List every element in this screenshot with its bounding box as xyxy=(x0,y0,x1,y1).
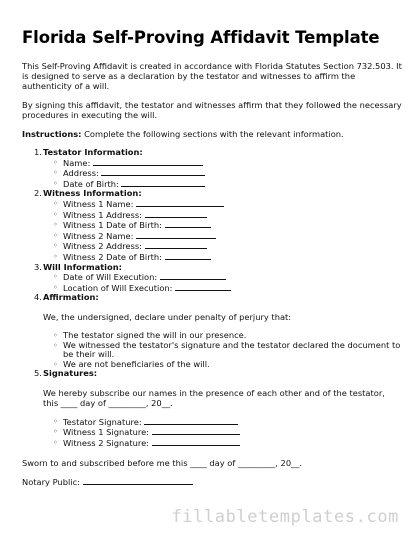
document-title: Florida Self-Proving Affidavit Template xyxy=(22,28,380,47)
blank-line[interactable] xyxy=(175,283,231,291)
instructions-label: Instructions: xyxy=(22,129,82,139)
field-label: Testator Signature: xyxy=(63,416,142,427)
field-label: Name: xyxy=(63,157,91,168)
section-title: Will Information: xyxy=(43,261,122,272)
field-label: Witness 2 Date of Birth: xyxy=(63,251,162,262)
intro-paragraph: This Self-Proving Affidavit is created in accordance with Florida Statutes Section 732.503. It is designed to serve as a declaration by the testator and witnesses to affirm the authenticity of a will. xyxy=(22,61,402,91)
section-title: Testator Information: xyxy=(43,147,143,157)
blank-line[interactable] xyxy=(160,272,226,280)
notary-signature-line[interactable] xyxy=(83,477,193,485)
instructions-text: Complete the following sections with the relevant information. xyxy=(81,129,344,139)
watermark: fillabletemplates.com xyxy=(171,507,399,527)
section-will xyxy=(34,263,402,294)
purpose-paragraph: By signing this affidavit, the testator and witnesses affirm that they followed the necessary procedures in executing the will. xyxy=(22,100,402,120)
affirmation-lead: We, the undersigned, declare under penalty of perjury that: xyxy=(43,311,292,322)
field-label: Location of Will Execution: xyxy=(63,282,173,293)
section-title: Signatures: xyxy=(43,368,98,379)
signature-line[interactable] xyxy=(152,438,240,446)
field-witness1-name[interactable] xyxy=(63,199,402,210)
field-testator-address[interactable] xyxy=(63,168,402,179)
signature-line[interactable] xyxy=(144,417,238,425)
field-witness1-signature[interactable] xyxy=(63,427,402,438)
sworn-line: Sworn to and subscribed before me this ____ day of _________, 20__. xyxy=(22,457,303,468)
field-label: Date of Will Execution: xyxy=(63,272,158,283)
section-number: 3. xyxy=(34,261,42,272)
signatures-lead-text: We hereby subscribe our names in the presence of each other and of the testator, xyxy=(43,387,385,398)
blank-line[interactable] xyxy=(121,179,205,187)
field-label: Witness 1 Address: xyxy=(63,209,142,220)
field-label: Witness 2 Address: xyxy=(63,241,142,252)
sections-list xyxy=(22,148,402,449)
blank-line[interactable] xyxy=(101,168,205,176)
section-testator xyxy=(34,148,402,189)
blank-line[interactable] xyxy=(136,231,216,239)
field-witness2-name[interactable] xyxy=(63,231,402,242)
field-testator-signature[interactable] xyxy=(63,417,402,428)
notary-field[interactable] xyxy=(22,477,402,487)
field-will-location[interactable] xyxy=(63,283,402,294)
field-witness1-address[interactable] xyxy=(63,210,402,221)
blank-line[interactable] xyxy=(165,220,211,228)
blank-line[interactable] xyxy=(145,241,207,249)
field-label: Witness 2 Name: xyxy=(63,230,134,241)
affirmation-item: ◦ We are not beneficiaries of the will. xyxy=(63,360,402,370)
affirmation-item: ◦ We witnessed the testator's signature and the testator declared the document to be their will. xyxy=(63,341,402,360)
notary-label: Notary Public: xyxy=(22,476,80,487)
blank-line[interactable] xyxy=(145,210,207,218)
field-label: Witness 1 Date of Birth: xyxy=(63,220,162,231)
section-number: 1. xyxy=(34,147,42,157)
field-witness2-signature[interactable] xyxy=(63,438,402,449)
section-number: 5. xyxy=(34,368,42,379)
section-number: 4. xyxy=(34,292,42,303)
instructions-paragraph xyxy=(22,129,402,139)
field-witness2-address[interactable] xyxy=(63,241,402,252)
section-title: Affirmation: xyxy=(43,292,99,303)
document-page xyxy=(22,28,402,487)
field-label: Witness 2 Signature: xyxy=(63,438,149,449)
signature-line[interactable] xyxy=(152,427,240,435)
field-label: Witness 1 Signature: xyxy=(63,427,149,438)
section-title: Witness Information: xyxy=(43,188,142,199)
field-will-date[interactable] xyxy=(63,272,402,283)
blank-line[interactable] xyxy=(136,199,224,207)
signatures-date-line: this ____ day of _________, 20__. xyxy=(43,397,173,408)
affirmation-item: ◦ The testator signed the will in our presence. xyxy=(63,331,402,341)
field-testator-name[interactable] xyxy=(63,158,402,169)
section-signatures xyxy=(34,369,402,448)
field-witness1-dob[interactable] xyxy=(63,220,402,231)
field-witness2-dob[interactable] xyxy=(63,252,402,263)
signatures-lead xyxy=(34,388,402,408)
section-number: 2. xyxy=(34,188,42,199)
blank-line[interactable] xyxy=(165,252,211,260)
section-witness xyxy=(34,189,402,262)
field-testator-dob[interactable] xyxy=(63,179,402,190)
section-affirmation xyxy=(34,293,402,369)
field-label: Witness 1 Name: xyxy=(63,198,134,209)
field-label: Address: xyxy=(63,168,99,179)
blank-line[interactable] xyxy=(93,158,203,166)
field-label: Date of Birth: xyxy=(63,178,119,189)
